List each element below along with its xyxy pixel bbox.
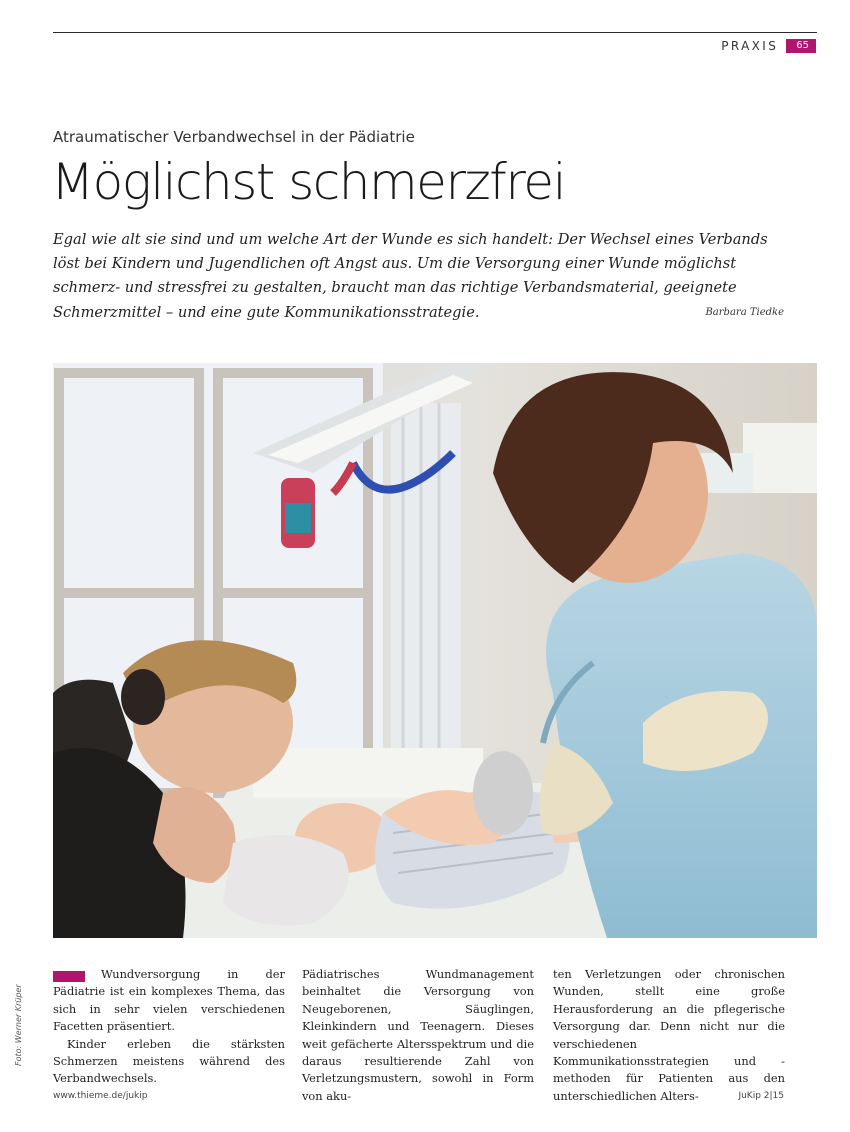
article-kicker: Atraumatischer Verbandwechsel in der Pädiatrie — [53, 128, 415, 146]
article-photo — [53, 363, 817, 938]
body-paragraph: Kinder erleben die stärksten Schmerzen meistens während des Verbandwechsels. — [53, 1036, 285, 1086]
body-paragraph: ten Verletzungen oder chronischen Wunden, stellt eine große Herausforderung an die pflegerische Versorgung dar. Denn nicht nur die verschiedenen Kommunikationsstrategien und -methoden für Patienten aus den unterschiedlichen Alters- — [553, 967, 785, 1103]
article-title: Möglichst schmerzfrei — [51, 153, 565, 211]
body-paragraph: Wundversorgung in der Pädiatrie ist ein komplexes Thema, das sich in sehr vielen verschiedenen Facetten präsentiert. — [53, 967, 285, 1034]
section-label: PRAXIS — [721, 39, 779, 53]
page-number-badge: 65 — [786, 39, 816, 53]
header-rule — [53, 32, 817, 33]
footer-url-link[interactable]: www.thieme.de/jukip — [53, 1091, 148, 1101]
body-column-1 — [53, 966, 285, 1088]
article-lead: Egal wie alt sie sind und um welche Art der Wunde es sich handelt: Der Wechsel eines Verbands löst bei Kindern und Jugendlichen oft Angst aus. Um die Versorgung einer Wunde möglichst schmerz- und stressfrei zu gestalten, braucht man das richtige Verbandsmaterial, geeignete Schmerzmittel – und eine gute Kommunikationsstrategie. — [53, 231, 768, 321]
body-column-3 — [553, 966, 785, 1105]
section-header — [721, 39, 816, 53]
article-author: Barbara Tiedke — [705, 307, 784, 318]
photo-credit: Foto: Werner Krüper — [14, 984, 23, 1066]
footer-issue: JuKip 2|15 — [738, 1091, 784, 1101]
body-column-2 — [302, 966, 534, 1105]
body-paragraph: Pädiatrisches Wundmanagement beinhaltet die Versorgung von Neugeborenen, Säuglingen, Kleinkindern und Teenagern. Dieses weit gefächerte Altersspektrum und die daraus resultierende Zahl von Verletzungsmustern, sowohl in Form von aku- — [302, 967, 534, 1103]
